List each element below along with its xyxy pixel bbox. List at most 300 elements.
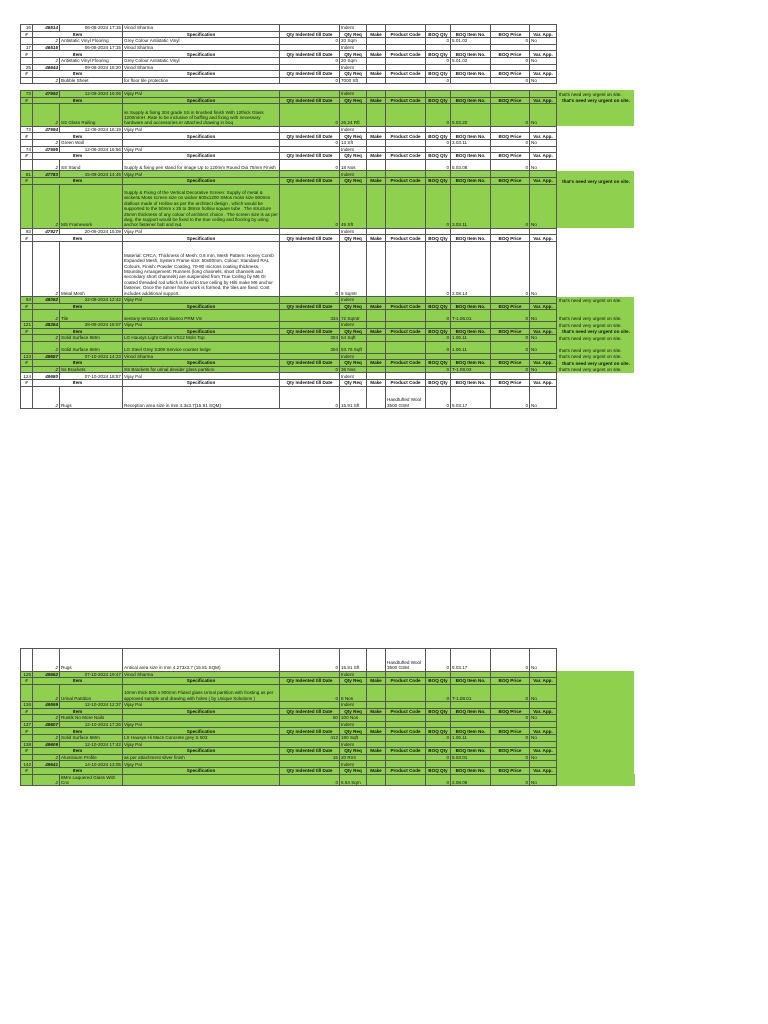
urgent-note: [557, 104, 635, 127]
column-header: BOQ Item No.: [451, 360, 491, 367]
empty-cell: [386, 373, 426, 380]
empty-cell: [386, 171, 426, 178]
var-app: No: [530, 104, 557, 127]
column-header: Specification: [123, 748, 280, 755]
column-header: Item: [33, 235, 123, 242]
qty-required: 54 Sqft: [340, 335, 367, 342]
empty-cell: [280, 671, 340, 678]
urgent-note: [557, 721, 635, 728]
item-name: MS Framework: [60, 184, 123, 228]
qty-required: 13 Sft: [340, 139, 367, 146]
make-cell: [367, 774, 386, 786]
indent-id: 48062: [33, 297, 60, 304]
urgent-note: [557, 57, 635, 64]
empty-cell: [451, 64, 491, 71]
qty-required: 15.81 Sft: [340, 649, 367, 672]
empty-cell: [451, 701, 491, 708]
indent-id: 46515: [33, 44, 60, 51]
urgent-note: [557, 242, 635, 297]
column-header: Item: [33, 360, 123, 367]
boq-qty: 0: [426, 335, 451, 342]
make-cell: [367, 38, 386, 45]
empty-cell: [530, 25, 557, 32]
column-header: BOQ Price: [491, 31, 530, 38]
column-header: Item: [33, 71, 123, 78]
column-header: Product Code: [386, 678, 426, 685]
empty-cell: [491, 741, 530, 748]
item-specification: Reception area size in mm 4.3x3.7(15.91 SQM): [123, 386, 280, 409]
qty-required: 45 Sft: [340, 184, 367, 228]
column-header: Item: [33, 767, 123, 774]
column-header: BOQ Qty: [426, 235, 451, 242]
column-header: Var. App.: [530, 328, 557, 335]
indent-id: 48264: [33, 322, 60, 329]
item-number: 2: [33, 386, 60, 409]
column-header: Var. App.: [530, 728, 557, 735]
urgent-note: that's need very urgent on site.: [557, 178, 635, 185]
qty-indented: 0: [280, 139, 340, 146]
urgent-note: [557, 235, 635, 242]
qty-required: 18 Nos: [340, 159, 367, 171]
empty-cell: [21, 139, 33, 146]
column-header: BOQ Qty: [426, 708, 451, 715]
column-header: BOQ Qty: [426, 678, 451, 685]
urgent-note: [557, 153, 635, 160]
indented-by: Vijay Pal: [123, 322, 280, 329]
item-specification: 10mm thick 500 x 900mm Fluted glass Urinal partition with frosting as per approved sample and drawing with holes ( by Unique Solutions ): [123, 684, 280, 701]
empty-cell: [451, 322, 491, 329]
empty-cell: [426, 64, 451, 71]
item-name: Aluminium Profile: [60, 754, 123, 761]
header-row: [21, 360, 635, 367]
empty-cell: [280, 146, 340, 153]
empty-cell: [280, 64, 340, 71]
table-row: [21, 774, 635, 786]
item-specification: [123, 139, 280, 146]
column-header: BOQ Price: [491, 748, 530, 755]
header-row: [21, 178, 635, 185]
column-header: Qty Req: [340, 97, 367, 104]
column-header: Product Code: [386, 235, 426, 242]
column-header: Product Code: [386, 153, 426, 160]
serial-number: 17: [21, 44, 33, 51]
indent-row: [21, 701, 635, 708]
column-header: Qty Indented till Date: [280, 97, 340, 104]
column-header: Qty Req: [340, 360, 367, 367]
column-header: Specification: [123, 235, 280, 242]
empty-cell: [386, 353, 426, 360]
boq-price: 0: [491, 715, 530, 722]
column-header: BOQ Price: [491, 328, 530, 335]
column-header: Product Code: [386, 379, 426, 386]
column-header: #: [21, 235, 33, 242]
column-header: Make: [367, 328, 386, 335]
table-row: [21, 386, 635, 409]
indent-label: Indent: [340, 741, 367, 748]
boq-price: 0: [491, 57, 530, 64]
empty-cell: [280, 25, 340, 32]
indent-row: [21, 761, 635, 768]
empty-cell: [491, 322, 530, 329]
column-header: Product Code: [386, 360, 426, 367]
empty-cell: [426, 701, 451, 708]
var-app: No: [530, 159, 557, 171]
indent-row: [21, 146, 635, 153]
table-row: [21, 104, 635, 127]
header-row: [21, 97, 635, 104]
indent-date: 12-10-2024 17:42: [60, 741, 123, 748]
column-header: Item: [33, 178, 123, 185]
item-number: 2: [33, 57, 60, 64]
column-header: #: [21, 767, 33, 774]
serial-number: 123: [21, 353, 33, 360]
column-header: BOQ Item No.: [451, 31, 491, 38]
empty-cell: [530, 126, 557, 133]
indent-date: 07-10-2024 19:47: [60, 671, 123, 678]
empty-cell: [426, 228, 451, 235]
column-header: #: [21, 51, 33, 58]
column-header: Qty Req: [340, 71, 367, 78]
column-header: Var. App.: [530, 708, 557, 715]
urgent-note: that's need very urgent on site.: [557, 310, 635, 322]
column-header: Make: [367, 379, 386, 386]
column-header: #: [21, 153, 33, 160]
boq-item-no: 2.08.09: [451, 774, 491, 786]
column-header: Item: [33, 708, 123, 715]
boq-item-no: T-1.08.03: [451, 366, 491, 373]
column-header: BOQ Item No.: [451, 767, 491, 774]
column-header: Var. App.: [530, 303, 557, 310]
qty-required: 72 Sqmtr: [340, 310, 367, 322]
boq-qty: 0: [426, 57, 451, 64]
empty-cell: [491, 373, 530, 380]
empty-cell: [386, 671, 426, 678]
qty-required: 8 Nos: [340, 684, 367, 701]
table-row: [21, 754, 635, 761]
column-header: Item: [33, 303, 123, 310]
column-header: Qty Indented till Date: [280, 153, 340, 160]
item-name: Urinal Partition: [60, 684, 123, 701]
indent-label: Indent: [340, 353, 367, 360]
qty-indented: 412: [280, 734, 340, 741]
indent-label: Indent: [340, 146, 367, 153]
column-header: Qty Indented till Date: [280, 379, 340, 386]
empty-cell: [426, 44, 451, 51]
empty-cell: [530, 322, 557, 329]
qty-required: 53.76 Sqft: [340, 341, 367, 353]
product-code: [386, 754, 426, 761]
item-specification: Grey Colour Antistatic Vinyl: [123, 38, 280, 45]
empty-cell: [280, 228, 340, 235]
empty-cell: [21, 754, 33, 761]
column-header: Make: [367, 178, 386, 185]
indent-label: Indent: [340, 721, 367, 728]
empty-cell: [491, 44, 530, 51]
product-code: [386, 184, 426, 228]
product-code: [386, 341, 426, 353]
make-cell: [367, 184, 386, 228]
urgent-note: [557, 728, 635, 735]
empty-cell: [21, 310, 33, 322]
column-header: BOQ Price: [491, 71, 530, 78]
make-cell: [367, 335, 386, 342]
column-header: Product Code: [386, 303, 426, 310]
column-header: Specification: [123, 303, 280, 310]
empty-cell: [21, 184, 33, 228]
indent-date: 12-09-2024 16:19: [60, 126, 123, 133]
urgent-note: [557, 228, 635, 235]
empty-cell: [426, 671, 451, 678]
empty-cell: [386, 44, 426, 51]
column-header: Product Code: [386, 51, 426, 58]
urgent-note: [557, 741, 635, 748]
empty-cell: [386, 64, 426, 71]
item-number: 2: [33, 242, 60, 297]
indent-row: [21, 228, 635, 235]
column-header: Qty Indented till Date: [280, 748, 340, 755]
item-specification: LG Hausys Light Calfos VS12 Moln Top: [123, 335, 280, 342]
empty-cell: [491, 353, 530, 360]
indented-by: Vijay Pal: [123, 228, 280, 235]
urgent-note: that's need very urgent on site.: [557, 322, 635, 329]
item-specification: LX Hausys Hi Macs Concrete grey S 503: [123, 734, 280, 741]
urgent-note: [557, 31, 635, 38]
table-row: [21, 684, 635, 701]
indent-label: Indent: [340, 322, 367, 329]
indent-date: 12-09-2024 16:06: [60, 90, 123, 97]
empty-cell: [530, 373, 557, 380]
empty-cell: [491, 84, 530, 91]
qty-required: 100 Nos: [340, 715, 367, 722]
boq-item-no: 5.03.08: [451, 159, 491, 171]
empty-cell: [451, 44, 491, 51]
boq-price: 0: [491, 104, 530, 127]
boq-qty: 0: [426, 77, 451, 84]
column-header: Qty Indented till Date: [280, 235, 340, 242]
indent-id: 49662: [33, 671, 60, 678]
serial-number: 121: [21, 322, 33, 329]
indent-label: Indent: [340, 44, 367, 51]
item-specification: Material: CRCA, Thickness of Mesh: 0.8 mm, Mesh Pattern: Honey Comb Expanded Mesh, System Frame size: 50x50mm, Colour: Standard RAL Colours, Finish: Powder Coating, 70-80 microns coating thickness, Mounting Arrangement: Runners (long channels, short channels and secondary short channels) are suspended from True Ceiling by M6 GI coated threaded rod which is fixed to true ceiling by Hilti make M6 anchor fastener. Once the runner frame work is formed, the tiles are fixed. Cost includes additional support.: [123, 242, 280, 297]
empty-cell: [451, 25, 491, 32]
empty-cell: [491, 721, 530, 728]
boq-item-no: 5.03.01: [451, 754, 491, 761]
column-header: BOQ Item No.: [451, 379, 491, 386]
empty-cell: [426, 353, 451, 360]
empty-cell: [123, 84, 280, 91]
empty-cell: [367, 761, 386, 768]
column-header: Qty Req: [340, 31, 367, 38]
indent-date: 09-08-2024 15:20: [60, 64, 123, 71]
column-header: BOQ Price: [491, 235, 530, 242]
column-header: Item: [33, 133, 123, 140]
empty-cell: [451, 84, 491, 91]
column-header: BOQ Qty: [426, 767, 451, 774]
column-header: Product Code: [386, 748, 426, 755]
empty-cell: [21, 242, 33, 297]
column-header: Product Code: [386, 767, 426, 774]
column-header: Item: [33, 153, 123, 160]
column-header: Specification: [123, 360, 280, 367]
empty-cell: [491, 64, 530, 71]
item-name: Metal Mesh: [60, 242, 123, 297]
urgent-note: [557, 184, 635, 228]
item-number: 2: [33, 159, 60, 171]
column-header: Qty Indented till Date: [280, 51, 340, 58]
urgent-note: [557, 146, 635, 153]
item-name: Solid Surface 6Mm: [60, 734, 123, 741]
column-header: Item: [33, 678, 123, 685]
empty-cell: [557, 84, 635, 91]
var-app: No: [530, 649, 557, 672]
qty-indented: 0: [280, 104, 340, 127]
empty-cell: [367, 297, 386, 304]
product-code: [386, 57, 426, 64]
empty-cell: [386, 228, 426, 235]
product-code: [386, 715, 426, 722]
make-cell: [367, 715, 386, 722]
table-row: [21, 366, 635, 373]
column-header: Item: [33, 51, 123, 58]
indented-by: Vinod Sharma: [123, 64, 280, 71]
indent-label: Indent: [340, 126, 367, 133]
column-header: BOQ Qty: [426, 728, 451, 735]
boq-qty: 0: [426, 754, 451, 761]
column-header: Qty Req: [340, 748, 367, 755]
urgent-note: that's need very urgent on site.: [557, 90, 635, 97]
boq-item-no: 5.03.17: [451, 649, 491, 672]
item-specification: Supply & fixing pen stand for image Up to 120mm Round Dia 75mm Finish: [123, 159, 280, 171]
item-name: Antistatic Vinyl Flooring: [60, 38, 123, 45]
column-header: #: [21, 360, 33, 367]
column-header: BOQ Item No.: [451, 748, 491, 755]
column-header: Var. App.: [530, 31, 557, 38]
indent-row: [21, 25, 635, 32]
empty-cell: [386, 721, 426, 728]
empty-cell: [451, 146, 491, 153]
empty-cell: [426, 84, 451, 91]
indent-row: [21, 297, 635, 304]
urgent-note: [557, 678, 635, 685]
column-header: Var. App.: [530, 71, 557, 78]
indent-id: 49609: [33, 741, 60, 748]
column-header: BOQ Qty: [426, 379, 451, 386]
indent-id: 47694: [33, 126, 60, 133]
boq-item-no: [451, 715, 491, 722]
product-code: [386, 310, 426, 322]
column-header: Qty Req: [340, 153, 367, 160]
boq-qty: 0: [426, 310, 451, 322]
boq-price: 0: [491, 335, 530, 342]
empty-cell: [451, 671, 491, 678]
item-name: Solid Surface 6Mm: [60, 335, 123, 342]
product-code: [386, 159, 426, 171]
empty-cell: [530, 297, 557, 304]
empty-cell: [451, 741, 491, 748]
empty-cell: [426, 90, 451, 97]
column-header: BOQ Qty: [426, 71, 451, 78]
column-header: Make: [367, 360, 386, 367]
column-header: Var. App.: [530, 178, 557, 185]
item-specification: Grey Colour Antistatic Vinyl: [123, 57, 280, 64]
indented-by: Vinod Sharma: [123, 353, 280, 360]
empty-cell: [280, 721, 340, 728]
table-row: [21, 310, 635, 322]
var-app: No: [530, 184, 557, 228]
column-header: Qty Req: [340, 328, 367, 335]
empty-cell: [451, 761, 491, 768]
column-header: Specification: [123, 379, 280, 386]
column-header: BOQ Price: [491, 303, 530, 310]
qty-indented: 0: [280, 366, 340, 373]
urgent-note: [557, 64, 635, 71]
boq-qty: 0: [426, 242, 451, 297]
indent-id: 47695: [33, 146, 60, 153]
qty-indented: 0: [280, 159, 340, 171]
urgent-note: [557, 25, 635, 32]
column-header: BOQ Price: [491, 133, 530, 140]
indent-row: [21, 322, 635, 329]
column-header: #: [21, 379, 33, 386]
item-number: 2: [33, 774, 60, 786]
column-header: Item: [33, 748, 123, 755]
column-header: Qty Indented till Date: [280, 303, 340, 310]
make-cell: [367, 684, 386, 701]
serial-number: 81: [21, 171, 33, 178]
item-name: Rugs: [60, 386, 123, 409]
indent-row: [21, 353, 635, 360]
boq-item-no: 1.06.11: [451, 341, 491, 353]
empty-cell: [367, 701, 386, 708]
column-header: Qty Req: [340, 708, 367, 715]
column-header: Make: [367, 153, 386, 160]
column-header: BOQ Item No.: [451, 133, 491, 140]
empty-cell: [530, 64, 557, 71]
column-header: Make: [367, 51, 386, 58]
empty-cell: [280, 373, 340, 380]
urgent-note: that's need very urgent on site.: [557, 360, 635, 367]
column-header: BOQ Item No.: [451, 153, 491, 160]
urgent-note: [557, 684, 635, 701]
boq-price: 0: [491, 386, 530, 409]
column-header: Specification: [123, 678, 280, 685]
boq-price: 0: [491, 734, 530, 741]
qty-required: 36 Nos: [340, 366, 367, 373]
column-header: Var. App.: [530, 235, 557, 242]
header-row: [21, 328, 635, 335]
header-row: [21, 133, 635, 140]
empty-cell: [386, 90, 426, 97]
column-header: Qty Req: [340, 767, 367, 774]
column-header: BOQ Price: [491, 178, 530, 185]
empty-cell: [530, 671, 557, 678]
indent-id: 46644: [33, 64, 60, 71]
item-name: SS Stand: [60, 159, 123, 171]
empty-cell: [367, 126, 386, 133]
indented-by: Vinod Sharma: [123, 44, 280, 51]
empty-cell: [367, 353, 386, 360]
empty-cell: [280, 741, 340, 748]
indent-table-bottom: [20, 648, 635, 786]
table-row: [21, 57, 635, 64]
column-header: BOQ Qty: [426, 97, 451, 104]
indent-label: Indent: [340, 671, 367, 678]
indent-row: [21, 721, 635, 728]
table-row: [21, 77, 635, 84]
empty-cell: [451, 297, 491, 304]
header-row: [21, 153, 635, 160]
column-header: #: [21, 748, 33, 755]
